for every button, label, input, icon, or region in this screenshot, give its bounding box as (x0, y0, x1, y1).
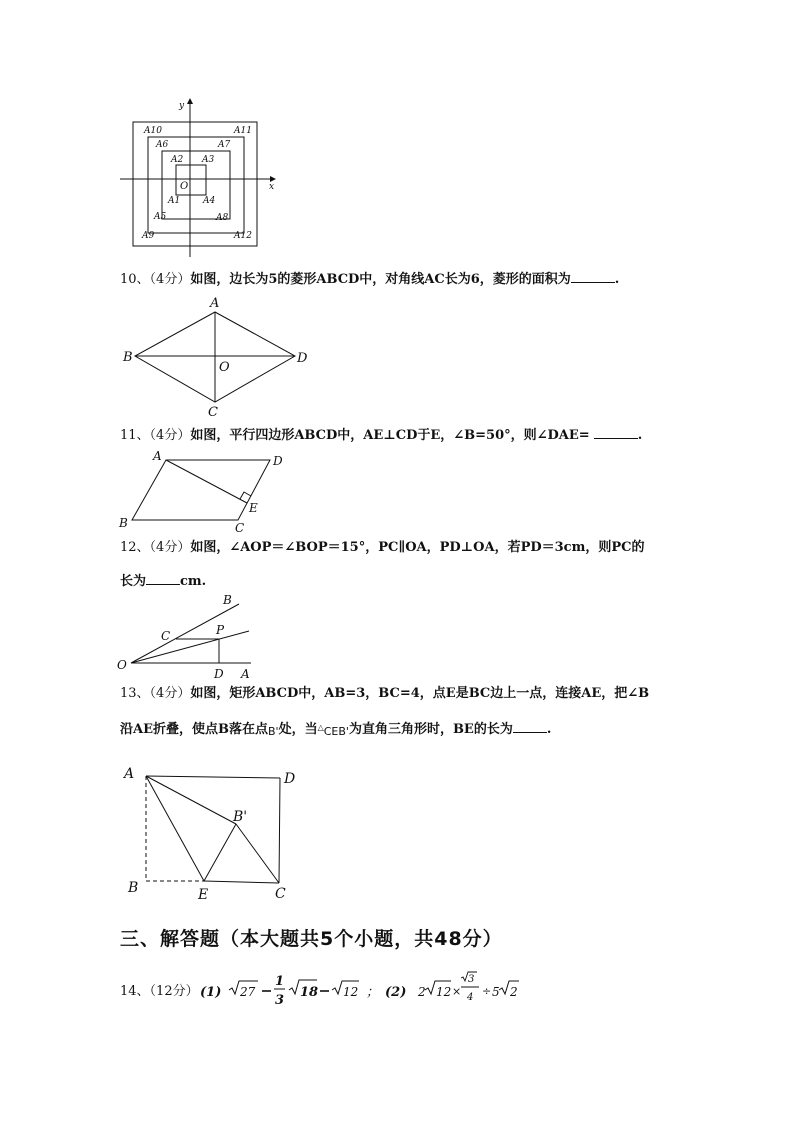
axis-y-label: y (179, 101, 185, 111)
triangle-icon: △ (317, 723, 324, 732)
question-11 (120, 424, 642, 446)
answer-blank[interactable] (594, 424, 638, 439)
vertex-label-a: A (153, 449, 162, 463)
vertex-label-b: B (123, 350, 133, 365)
side-ad (146, 776, 280, 778)
vertex-label-d: D (284, 771, 296, 787)
y-axis-arrow-icon (187, 98, 193, 104)
segment-ae (166, 460, 247, 503)
question-12-line-2 (120, 570, 206, 592)
vertex-label-c: C (235, 521, 245, 535)
vertex-label-a: A (210, 296, 220, 311)
p2-radicand-12: 12 (436, 985, 452, 999)
point-label-o: O (117, 658, 127, 672)
p2-radicand-2: 2 (510, 985, 518, 999)
question-text-2b: cm. (180, 574, 207, 589)
coefficient-2: 2 (418, 985, 426, 999)
vertex-label-d: D (273, 454, 283, 468)
fraction-numerator: 1 (275, 974, 285, 989)
question-text-2a: 长为 (120, 574, 147, 589)
vertex-label-c: C (275, 886, 286, 902)
question-text-2a: 沿AE折叠，使点B落在点 (120, 722, 268, 737)
vertex-label-b: B (119, 516, 128, 530)
segment-bprime-e (204, 824, 236, 881)
segment-ec (204, 881, 279, 883)
question-text: 如图，边长为5的菱形ABCD中，对角线AC长为6，菱形的面积为 (190, 272, 571, 287)
part2-label: (2) (385, 985, 407, 1000)
point-label-e: E (198, 887, 209, 903)
point-label-a10: A10 (144, 126, 162, 136)
answer-blank[interactable] (513, 718, 547, 733)
question-14 (120, 982, 199, 1002)
q14-expressions (196, 968, 526, 1014)
point-label-bprime: B' (233, 809, 248, 825)
question-end: . (637, 428, 643, 443)
point-label-a5: A5 (154, 212, 167, 222)
question-text-2c: 为直角三角形时，BE的长为 (348, 722, 513, 737)
vertex-label-d: D (297, 351, 308, 366)
point-label-a3: A3 (202, 155, 215, 165)
question-13-line-2 (120, 718, 551, 742)
question-number: 13、（4分） (120, 686, 191, 701)
point-label-e: E (249, 501, 258, 515)
question-end: . (546, 722, 552, 737)
axis-x-label: x (269, 182, 275, 192)
figure-rectangle-fold (118, 756, 308, 904)
answer-blank[interactable] (571, 268, 615, 283)
point-label-a11: A11 (234, 126, 252, 136)
segment-bprime-c (236, 824, 279, 883)
point-label-a6: A6 (156, 140, 169, 150)
center-label-o: O (219, 360, 230, 375)
point-label-p: P (216, 623, 225, 637)
question-number: 11、（4分） (120, 428, 191, 443)
answer-blank[interactable] (146, 570, 180, 585)
coefficient-5: 5 (492, 985, 500, 999)
separator: ； (366, 985, 380, 1000)
point-label-a9: A9 (142, 231, 155, 241)
question-text: 如图，平行四边形ABCD中，AE⊥CD于E，∠B=50°，则∠DAE= (190, 428, 590, 443)
fraction-denominator: 3 (275, 993, 285, 1008)
radicand-27: 27 (240, 985, 256, 999)
origin-label: O (180, 181, 189, 192)
question-end: . (614, 272, 620, 287)
figure-angle-bisector (115, 592, 260, 682)
ray-op (131, 631, 249, 663)
question-text-2b: 处，当 (278, 722, 318, 737)
point-label-b: B (223, 593, 232, 607)
question-13 (120, 684, 649, 704)
inline-point-bprime: B' (267, 725, 279, 738)
inline-triangle-ceb: CEB' (323, 725, 349, 738)
p2-radicand-3: 3 (468, 974, 475, 985)
side-dc (279, 778, 280, 883)
question-text: 如图，矩形ABCD中，AB=3，BC=4，点E是BC边上一点，连接AE，把∠B (190, 686, 650, 701)
times-icon: × (452, 985, 462, 998)
point-label-a12: A12 (234, 231, 252, 241)
point-label-a1: A1 (168, 196, 181, 206)
question-10 (120, 268, 619, 290)
vertex-label-b: B (128, 880, 139, 896)
divide-icon: ÷ (482, 985, 492, 998)
question-12 (120, 538, 644, 558)
radicand-18: 18 (300, 985, 319, 1000)
figure-parallelogram (112, 446, 292, 536)
square-4 (133, 122, 257, 246)
section-heading: 三、解答题（本大题共5个小题，共48分） (120, 928, 503, 950)
point-label-a4: A4 (203, 196, 216, 206)
point-label-a2: A2 (171, 155, 184, 165)
p2-denominator: 4 (467, 992, 474, 1003)
figure-rhombus (115, 292, 320, 420)
radicand-12: 12 (343, 985, 359, 999)
figure-square-spiral (110, 95, 290, 260)
point-label-a8: A8 (216, 213, 229, 223)
question-text: 如图，∠AOP＝∠BOP＝15°，PC∥OA，PD⊥OA，若PD＝3cm，则PC的 (190, 540, 645, 555)
vertex-label-c: C (208, 405, 218, 420)
vertex-label-a: A (124, 766, 135, 782)
question-number: 10、（4分） (120, 272, 191, 287)
point-label-d: D (214, 667, 224, 681)
part1-label: (1) (200, 985, 222, 1000)
point-label-a: A (241, 667, 250, 681)
question-number: 12、（4分） (120, 540, 191, 555)
point-label-c: C (161, 629, 171, 643)
point-label-a7: A7 (218, 140, 231, 150)
question-number: 14、（12分） (120, 984, 199, 999)
